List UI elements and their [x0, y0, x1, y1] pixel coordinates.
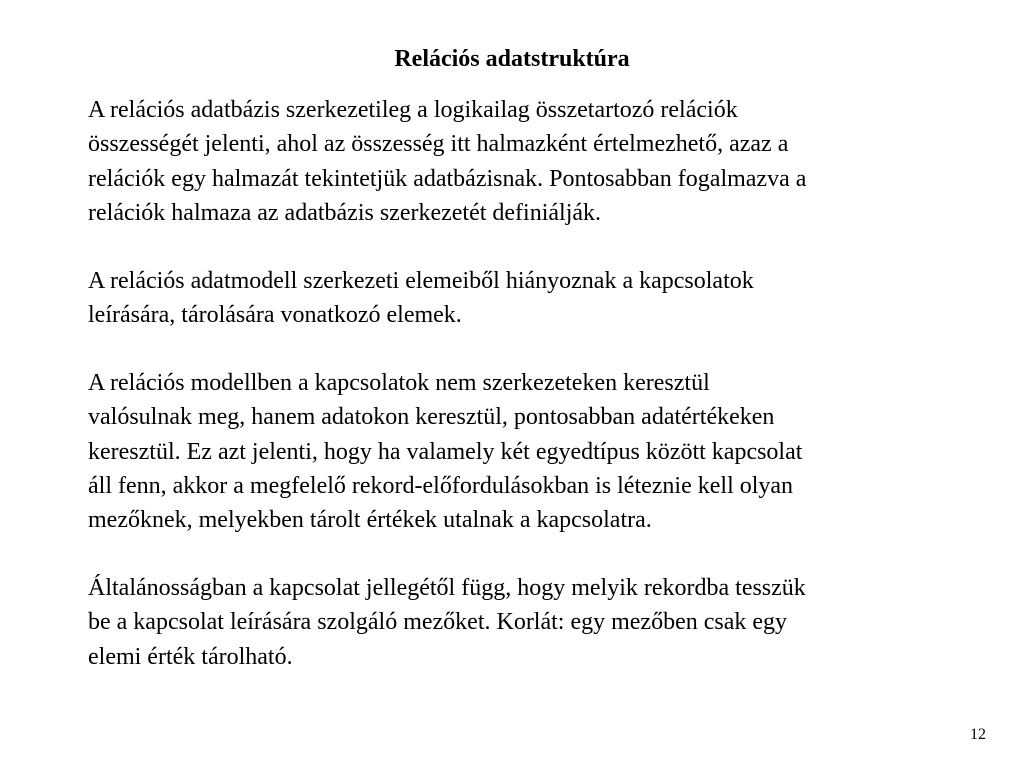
text-line: be a kapcsolat leírására szolgáló mezőket. Korlát: egy mezőben csak egy — [88, 609, 788, 636]
text-line: leírására, tárolására vonatkozó elemek. — [88, 302, 462, 329]
text-line: relációk halmaza az adatbázis szerkezetét definiálják. — [88, 199, 602, 226]
text-line: relációk egy halmazát tekintetjük adatbázisnak. Pontosabban fogalmazva a — [88, 165, 807, 192]
text-line: A relációs modellben a kapcsolatok nem szerkezeteken keresztül — [88, 370, 710, 396]
text-line: összességét jelenti, ahol az összesség itt halmazként értelmezhető, azaz a — [88, 131, 789, 158]
paragraph-relationships — [88, 366, 958, 537]
text-line: A relációs adatmodell szerkezeti elemeiből hiányoznak a kapcsolatok — [88, 268, 754, 294]
text-line: A relációs adatbázis szerkezetileg a logikailag összetartozó relációk — [88, 97, 738, 123]
text-line: Általánosságban a kapcsolat jellegétől függ, hogy melyik rekordba tesszük — [88, 575, 806, 601]
text-line: valósulnak meg, hanem adatokon keresztül, pontosabban adatértékeken — [88, 404, 775, 431]
text-line: elemi érték tárolható. — [88, 643, 293, 670]
slide-title: Relációs adatstruktúra — [394, 46, 630, 72]
text-line: keresztül. Ez azt jelenti, hogy ha valamely két egyedtípus között kapcsolat — [88, 438, 803, 465]
paragraph-model-elements — [88, 264, 958, 333]
paragraph-general-rule — [88, 571, 958, 674]
text-line: áll fenn, akkor a megfelelő rekord-előfordulásokban is léteznie kell olyan — [88, 472, 794, 499]
page-number: 12 — [970, 726, 986, 743]
paragraph-relational-database — [88, 93, 958, 230]
text-line: mezőknek, melyekben tárolt értékek utalnak a kapcsolatra. — [88, 507, 652, 534]
